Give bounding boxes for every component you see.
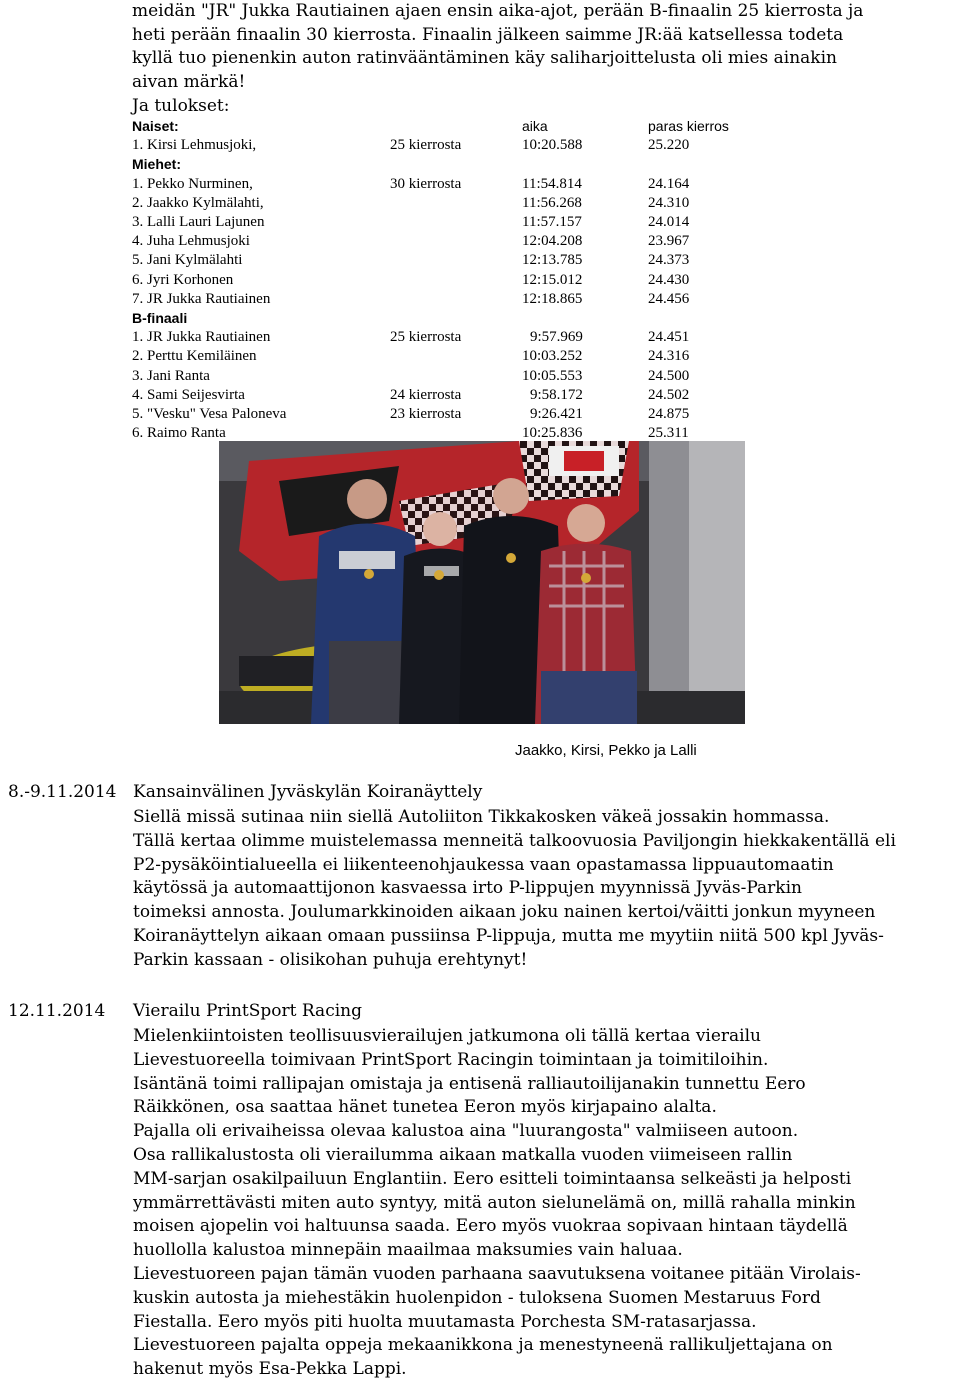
event-line: Siellä missä sutinaa niin siellä Autoliiton Tikkakosken väkeä jossakin hommassa. — [133, 807, 830, 827]
event-body — [133, 1025, 959, 1382]
table-row — [132, 251, 768, 270]
event-date: 12.11.2014 — [8, 1001, 106, 1021]
result-time: 9:57.969 — [530, 329, 583, 346]
result-best: 24.875 — [648, 406, 690, 423]
result-laps — [390, 347, 522, 366]
table-row — [132, 271, 768, 290]
result-laps — [390, 213, 522, 232]
table-row — [132, 405, 768, 424]
event-line: Räikkönen, osa saattaa hänet tunetea Eeron myös kirjapaino alalta. — [133, 1097, 717, 1118]
result-best: 25.311 — [648, 425, 689, 442]
event-line: Isäntänä toimi rallipajan omistaja ja entisenä ralliautoilijanakin tunnettu Eero — [133, 1073, 806, 1094]
group-label-miehet: Miehet: — [132, 156, 181, 173]
result-name: 2. Jaakko Kylmälahti, — [132, 194, 264, 211]
table-row — [132, 367, 768, 386]
group-label-naiset: Naiset: — [132, 118, 179, 134]
result-best: 24.316 — [648, 348, 690, 365]
event-line: Fiestalla. Eero myös piti huolta muutamasta Porchesta SM-ratasarjassa. — [133, 1311, 757, 1332]
result-best: 24.500 — [648, 367, 690, 384]
table-row — [132, 175, 768, 194]
event-line: ymmärrettävästi miten auto syntyy, mitä auton sielunelämä on, millä rahalla minkin — [133, 1192, 856, 1213]
event-body — [133, 806, 959, 973]
result-time: 10:25.836 — [522, 425, 583, 442]
result-best: 24.373 — [648, 252, 690, 269]
intro-line: aivan märkä! — [132, 71, 246, 92]
intro-line: kyllä tuo pienenkin auton ratinvääntäminen käy saliharjoittelusta oli mies ainakin — [132, 48, 837, 68]
result-name: 1. JR Jukka Rautiainen — [132, 329, 271, 346]
table-row — [132, 386, 768, 405]
result-time: 10:05.553 — [522, 367, 583, 384]
result-name: 5. Jani Kylmälahti — [132, 252, 243, 269]
result-time: 12:04.208 — [522, 233, 583, 250]
table-row — [132, 194, 768, 213]
result-time: 12:13.785 — [522, 252, 583, 269]
result-name: 1. Kirsi Lehmusjoki, — [132, 137, 257, 154]
event-line: P2-pysäköintialueella ei liikenteenohjaukessa vaan opastamassa lippuautomaatin — [133, 854, 834, 875]
result-time: 10:20.588 — [522, 137, 583, 154]
event-line: moisen ajopelin voi haltuunsa saada. Eero myös vuokraa sopivaan hintaan täydellä — [133, 1216, 848, 1237]
result-name: 6. Jyri Korhonen — [132, 271, 234, 288]
result-laps — [390, 290, 522, 309]
intro-paragraph — [132, 0, 947, 94]
table-row — [132, 155, 768, 174]
result-best: 24.451 — [648, 329, 690, 346]
result-time: 9:26.421 — [530, 406, 583, 423]
result-laps — [390, 194, 522, 213]
result-time: 9:58.172 — [530, 386, 583, 403]
result-name: 7. JR Jukka Rautiainen — [132, 290, 271, 307]
intro-line: heti perään finaalin 30 kierrosta. Finaalin jälkeen saimme JR:ää katsellessa todeta — [132, 24, 844, 45]
result-laps — [390, 271, 522, 290]
result-laps: 25 kierrosta — [390, 329, 462, 346]
event-line: toimeksi annosta. Joulumarkkinoiden aikaan joku nainen kertoi/väitti jonkun myyneen — [133, 902, 876, 923]
event-line: Lievestuoreen pajan tämän vuoden parhaana saavutuksena voitanee pitään Virolais- — [133, 1263, 861, 1284]
column-header-best-lap: paras kierros — [648, 118, 729, 134]
event-line: käytössä ja automaattijonon kasvaessa irto P-lippujen myynnissä Jyväs-Parkin — [133, 878, 802, 899]
table-row — [132, 213, 768, 232]
result-best: 25.220 — [648, 137, 690, 154]
table-row — [132, 347, 768, 366]
results-table — [132, 117, 768, 443]
result-best: 24.456 — [648, 290, 690, 307]
result-laps — [390, 251, 522, 270]
result-name: 6. Raimo Ranta — [132, 425, 226, 442]
event-line: Mielenkiintoisten teollisuusvierailujen jatkumona oli tällä kertaa vierailu — [133, 1026, 762, 1046]
result-time: 12:15.012 — [522, 271, 583, 288]
result-best: 24.502 — [648, 386, 690, 403]
event-line: Pajalla oli erivaiheissa olevaa kalustoa aina "luurangosta" valmiiseen autoon. — [133, 1121, 799, 1142]
table-row — [132, 117, 768, 136]
result-name: 3. Jani Ranta — [132, 367, 210, 384]
event-line: MM-sarjan osakilpailuun Englantiin. Eero esitteli toimintaansa selkeästi ja helposti — [133, 1168, 852, 1189]
result-laps — [390, 232, 522, 251]
table-row — [132, 328, 768, 347]
result-time: 10:03.252 — [522, 348, 583, 365]
result-laps — [390, 367, 522, 386]
event-line: kuskin autosta ja miehestäkin huolenpidon - tuloksena Suomen Mestaruus Ford — [133, 1287, 821, 1308]
photo-caption: Jaakko, Kirsi, Pekko ja Lalli — [515, 742, 697, 759]
result-laps: 23 kierrosta — [390, 406, 462, 423]
event-title: Vierailu PrintSport Racing — [133, 1001, 362, 1021]
result-name: 4. Sami Seijesvirta — [132, 386, 245, 403]
event-line: Lievestuoreen pajalta oppeja mekaanikkona ja menestyneenä rallikuljettajana on — [133, 1335, 833, 1356]
result-name: 5. "Vesku" Vesa Paloneva — [132, 406, 287, 423]
result-best: 24.014 — [648, 214, 690, 231]
column-header-time: aika — [522, 118, 548, 134]
intro-line: meidän "JR" Jukka Rautiainen ajaen ensin aika-ajot, perään B-finaalin 25 kierrosta ja — [132, 1, 864, 21]
event-line: huollolla kalustoa minnepäin maailmaa maksumies vain haluaa. — [133, 1240, 683, 1261]
table-row — [132, 309, 768, 328]
result-time: 11:56.268 — [522, 194, 582, 211]
result-name: 3. Lalli Lauri Lajunen — [132, 214, 265, 231]
event-date: 8.-9.11.2014 — [8, 782, 117, 802]
result-time: 11:57.157 — [522, 214, 582, 231]
result-laps: 25 kierrosta — [390, 137, 462, 154]
event-line: Lievestuoreella toimivaan PrintSport Racingin toimintaan ja toimitiloihin. — [133, 1049, 769, 1070]
table-row — [132, 136, 768, 155]
result-time: 11:54.814 — [522, 175, 582, 192]
result-name: 1. Pekko Nurminen, — [132, 175, 253, 192]
result-best: 23.967 — [648, 233, 690, 250]
results-heading: Ja tulokset: — [132, 96, 230, 116]
result-laps: 24 kierrosta — [390, 386, 462, 403]
result-best: 24.310 — [648, 194, 690, 211]
event-line: Osa rallikalustosta oli vierailumma aikaan matkalla vuoden viimeiseen rallin — [133, 1144, 793, 1165]
event-line: Tällä kertaa olimme muistelemassa menneitä talkoovuosia Paviljongin hiekkakentällä eli — [133, 830, 896, 851]
table-row — [132, 290, 768, 309]
event-title: Kansainvälinen Jyväskylän Koiranäyttely — [133, 782, 483, 802]
result-best: 24.430 — [648, 271, 690, 288]
group-photo — [219, 441, 745, 724]
event-line: Parkin kassaan - olisikohan puhuja erehtynyt! — [133, 949, 528, 970]
event-line: Koiranäyttelyn aikaan omaan pussiinsa P-lippuja, mutta me myytiin niitä 500 kpl Jyväs- — [133, 925, 884, 946]
group-label-b-finaali: B-finaali — [132, 310, 188, 327]
result-laps: 30 kierrosta — [390, 175, 462, 192]
table-row — [132, 232, 768, 251]
result-best: 24.164 — [648, 175, 690, 192]
result-name: 4. Juha Lehmusjoki — [132, 233, 250, 250]
group-photo-illustration — [219, 441, 745, 724]
result-name: 2. Perttu Kemiläinen — [132, 348, 257, 365]
event-line: hakenut myös Esa-Pekka Lappi. — [133, 1359, 407, 1380]
result-time: 12:18.865 — [522, 290, 583, 307]
